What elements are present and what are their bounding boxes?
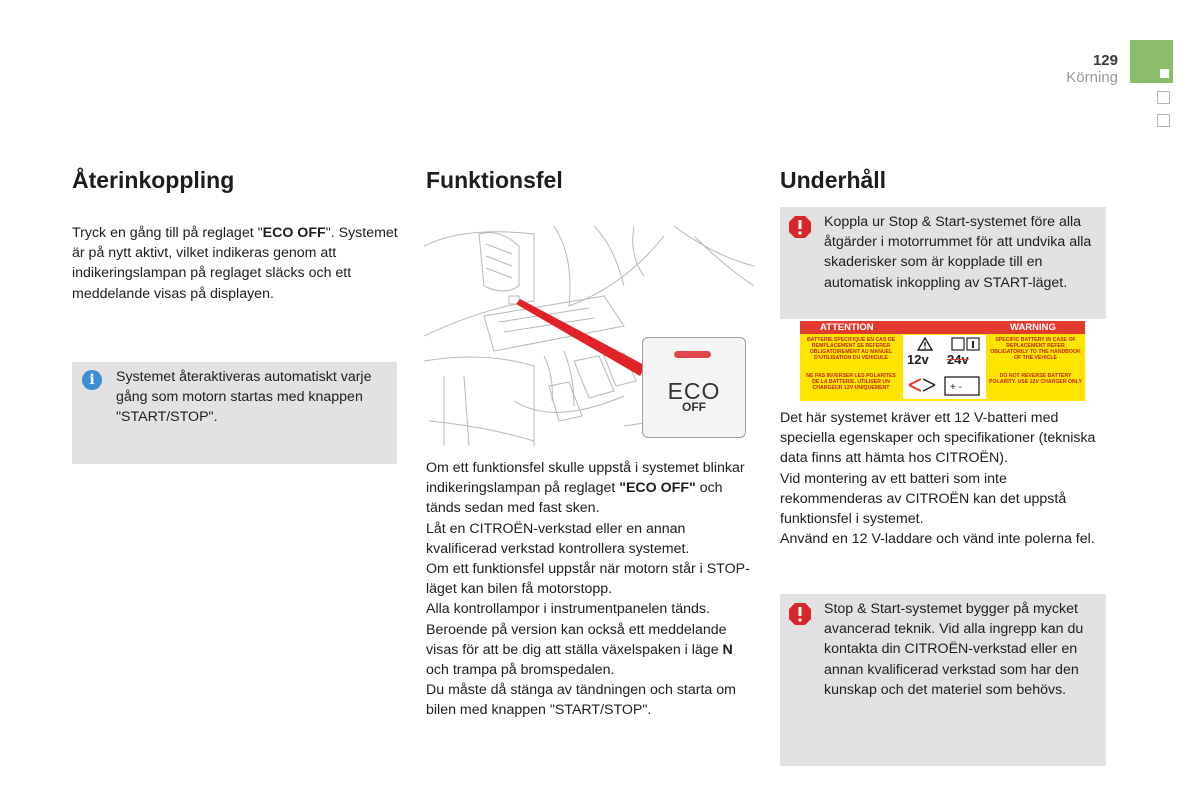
text-run: Du måste då stänga av tändningen och starta om bilen med knappen "START/STOP". — [426, 682, 736, 719]
label-warning: WARNING — [1010, 322, 1056, 333]
warning-note-2 — [780, 594, 1106, 766]
bold-text: N — [722, 641, 733, 658]
section-title-underhall: Underhåll — [780, 167, 887, 193]
warning-note-1 — [780, 207, 1106, 319]
warning-triangle-icon — [917, 337, 933, 351]
chapter-tab-active — [1130, 40, 1173, 83]
off-label: OFF — [682, 400, 706, 414]
warning-note-1-text: Koppla ur Stop & Start-systemet före alla åtgärder i motorrummet för att undvika alla skaderisker som är kopplade till en automatisk inkoppling av START-läget. — [824, 214, 1092, 291]
chapter-tab — [1157, 91, 1170, 104]
info-note — [72, 362, 397, 464]
text-run: Vid montering av ett batteri som inte rekommenderas av CITROËN kan det uppstå funktionsfel i systemet. — [780, 470, 1067, 528]
label-en-top: SPECIFIC BATTERY IN CASE OF REPLACEMENT REFER OBLIGATORILY TO THE HANDBOOK OF THE VEHICLE — [990, 337, 1081, 361]
text-run: ". Systemet är på nytt aktivt, vilket indikeras genom att indikeringslampan på reglaget släcks och ett meddelande visas på displayen. — [72, 225, 398, 302]
text-run: Tryck en gång till på reglaget " — [72, 225, 263, 241]
bold-text: ECO OFF — [262, 225, 326, 241]
label-en-bottom: DO NOT REVERSE BATTERY POLARITY. USE 12V CHARGER ONLY — [989, 373, 1082, 385]
chapter-tab — [1157, 114, 1170, 127]
manual-book-icon — [951, 337, 981, 351]
info-note-text: Systemet återaktiveras automatiskt varje gång som motorn startas med knappen "START/STOP". — [116, 369, 372, 426]
label-fr-bottom: NE PAS INVERSER LES POLARITES DE LA BATTERIE. UTILISER UN CHARGEUR 12V UNIQUEMENT — [806, 373, 896, 391]
section-name: Körning — [1066, 69, 1118, 86]
text-run: Om ett funktionsfel skulle uppstå i systemet blinkar indikeringslampan på reglaget — [426, 460, 745, 497]
label-attention: ATTENTION — [820, 322, 874, 333]
text-run: Alla kontrollampor i instrumentpanelen tänds. Beroende på version kan också ett meddelande visas för att be dig att ställa växelspaken i läge — [426, 601, 727, 658]
eco-indicator-lamp — [674, 351, 711, 358]
page-number: 129 — [1092, 52, 1118, 69]
section-title-aterinkoppling: Återinkoppling — [72, 167, 235, 193]
text-run: Använd en 12 V-laddare och vänd inte polerna fel. — [780, 531, 1095, 548]
text-run: och tänds sedan med fast sken. — [426, 480, 723, 517]
text-run: Om ett funktionsfel uppstår när motorn står i STOP-läget kan bilen få motorstopp. — [426, 561, 750, 598]
exclamation-warning-icon — [788, 215, 812, 239]
battery-charger-icon — [907, 373, 983, 397]
label-pictograms — [903, 335, 986, 399]
label-fr-top: BATTERIE SPECIFIQUE EN CAS DE REMPLACEMENT SE REFERER OBLIGATOIREMENT AU MANUEL D'UTILISATION DU VEHICULE — [806, 337, 896, 361]
label-header — [800, 321, 1085, 334]
eco-label: ECO — [667, 378, 721, 404]
warning-note-2-text: Stop & Start-systemet bygger på mycket avancerad teknik. Vid alla ingrepp kan du kontakta din CITROËN-verkstad eller en annan kvalificerad verkstad som har den kunskap och det materiel som behövs. — [824, 601, 1084, 698]
label-12v: 12v — [907, 352, 929, 367]
bold-text: "ECO OFF" — [619, 480, 696, 497]
aterinkoppling-text — [72, 223, 402, 304]
text-run: Det här systemet kräver ett 12 V-batteri med speciella egenskaper och specifikationer (tekniska data finns att hämta hos CITROËN). — [780, 410, 1096, 467]
underhall-text — [780, 408, 1110, 549]
battery-warning-label — [800, 321, 1085, 401]
text-run: Låt en CITROËN-verkstad eller en annan kvalificerad verkstad kontrollera systemet. — [426, 520, 690, 557]
funktionsfel-text — [426, 458, 758, 721]
section-title-funktionsfel: Funktionsfel — [426, 167, 563, 193]
text-run: och trampa på bromspedalen. — [426, 662, 615, 679]
svg-text:+ -: + - — [950, 382, 962, 393]
info-icon: i — [82, 370, 102, 390]
exclamation-warning-icon — [788, 602, 812, 626]
label-24v: 24v — [947, 352, 969, 367]
eco-off-button[interactable] — [642, 337, 746, 438]
